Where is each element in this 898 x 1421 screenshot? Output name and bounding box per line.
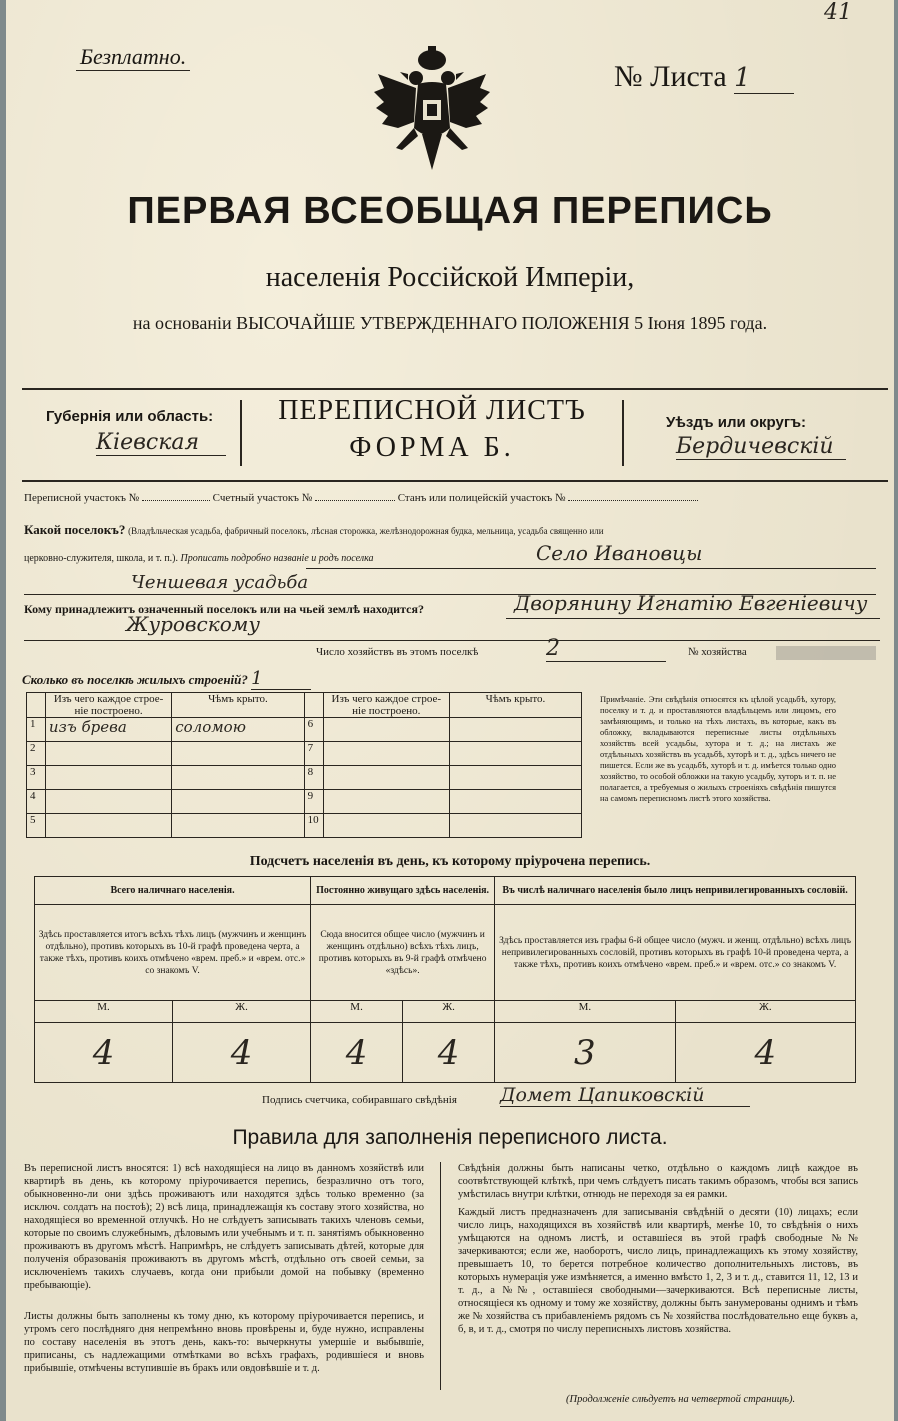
rules-column-divider (440, 1162, 441, 1390)
continued-note: (Продолженіе слѣдуетъ на четвертой страницѣ). (566, 1394, 796, 1405)
buildings-note: Примѣчаніе. Эти свѣдѣнія относятся къ цѣлой усадьбѣ, хутору, поселку и т. д. и проставляются владѣльцемъ или лицомъ, его замѣняющимъ, и только на тѣхъ листахъ, въ которые, какъ въ обложку, вкладываются переписные листы отдѣльныхъ хозяйствъ всей усадьбы, хутора и т. д.; на листахъ же отдѣльныхъ хозяйствъ въ усадьбѣ, хуторѣ и т. д., здѣсь ничего не пишется. Если же въ усадьбѣ, хуторѣ и т. д. имѣется только одно хозяйство, то особой обложки на такую усадьбу, хуторъ и т. п. не полагается, а требуемыя о жилыхъ строеніяхъ свѣдѣнія пишутся на самомъ переписномъ листѣ этого хозяйства. (600, 694, 836, 803)
corner-page-number: 41 (824, 0, 852, 25)
poselok-label: Какой поселокъ? (24, 522, 126, 537)
form-box-divider-right (622, 400, 624, 466)
rules-left-para-1: Въ переписной листъ вносятся: 1) всѣ находящіеся на лицо въ данномъ хозяйствѣ или квартирѣ въ день, къ которому пріурочивается перепись, безразлично отъ того, обыкновенно-ли они здѣсь проживаютъ или находятся здѣсь только временно (за исключ. солдатъ на постоѣ); 2) всѣ лица, принадлежащія къ составу этого хозяйства, но находящіеся во временной отлучкѣ. Но не слѣдуетъ записывать такихъ членовъ семьи, которые по своимъ служебнымъ, дѣловымъ или учебнымъ и т. п. занятіямъ обыкновенно проживаютъ въ другомъ мѣстѣ. Напримѣръ, не слѣдуетъ записывать дѣтей, которые для полученія образованія проживаютъ въ другомъ мѣстѣ, отдѣльно отъ своей семьи, за исключеніемъ такихъ случаевъ, когда они прибыли домой на побывку (временно пребывающіе). (24, 1163, 424, 1291)
table-row: 2 7 (27, 742, 582, 766)
owner-underline-1 (506, 618, 880, 619)
col1-header: Всего наличнаго населенія. (35, 877, 311, 905)
household-number-redacted (776, 646, 876, 660)
poselok-hint: (Владѣльческая усадьба, фабричный поселокъ, лѣсная сторожка, желѣзнодорожная будка, мельница, усадьба священно или (128, 526, 604, 536)
table-row: 3 8 (27, 766, 582, 790)
signature-label: Подпись счетчика, собиравшаго свѣдѣнія (262, 1094, 457, 1106)
owner-underline-2 (24, 640, 880, 641)
permanent-m: 4 (311, 1023, 403, 1083)
rules-title: Правила для заполненія переписного листа. (232, 1126, 668, 1149)
signature-value: Домет Цапиковскій (500, 1084, 750, 1107)
buildings-table (26, 692, 582, 838)
col2-zh-header: Ж. (403, 1001, 495, 1023)
poselok-value-1: Село Ивановцы (536, 541, 703, 565)
poselok-line (24, 522, 884, 538)
total-present-m: 4 (35, 1023, 173, 1083)
col1-description: Здѣсь проставляется итогъ всѣхъ тѣхъ лицъ (мужчинъ и женщинъ отдѣльно), противъ которыхъ въ 10-й графѣ проведена черта, а также тѣхъ, противъ коихъ отмѣчено «врем. преб.» и «врем. отс.» со знакомъ V. (35, 905, 311, 1001)
building-material-1: изъ брева (45, 718, 171, 742)
col-material-header: Изъ чего каждое строе-ніе построено. (45, 693, 171, 718)
table-row: 4 9 (27, 790, 582, 814)
nonprivileged-m: 3 (495, 1023, 675, 1083)
rules-right-para-1: Свѣдѣнія должны быть написаны четко, отдѣльно о каждомъ лицѣ каждое въ соотвѣтствующей клѣткѣ, при чемъ слѣдуетъ писать такимъ образомъ, чтобы вся запись умѣстилась внутри клѣтки, отнюдь не переходя за ея рамки. (458, 1163, 858, 1200)
basis-line: на основаніи ВЫСОЧАЙШЕ УТВЕРЖДЕННАГО ПОЛОЖЕНІЯ 5 Іюня 1895 года. (132, 313, 768, 333)
buildings-label: Сколько въ поселкѣ жилыхъ строеній? 1 (22, 668, 311, 690)
col1-zh-header: Ж. (173, 1001, 311, 1023)
col-material-header-2: Изъ чего каждое строе-ніе построено. (323, 693, 449, 718)
owner-label: Кому принадлежитъ означенный поселокъ или на чьей землѣ находится? (24, 602, 424, 616)
form-box-top-rule (22, 388, 888, 390)
col2-m-header: М. (311, 1001, 403, 1023)
col3-zh-header: Ж. (675, 1001, 855, 1023)
uezd-label: Уѣздъ или округъ: (666, 414, 807, 431)
schetny-label: Счетный участокъ № (212, 492, 313, 504)
rules-right-para-2: Каждый листъ предназначенъ для записыванія свѣдѣній о десяти (10) лицахъ; если число лицъ, находящихся въ хозяйствѣ или квартирѣ, менѣе 10, то свѣдѣнія о нихъ умѣщаются на одномъ листѣ, и оставшіеся въ этой графѣ свободные №№ зачеркиваются; если же, наоборотъ, число лицъ, принадлежащихъ къ этому хозяйству, превышаетъ 10, то берется потребное количество дополнительныхъ листовъ, въ которыхъ нумерація уже измѣняется, а именно вмѣсто 1, 2, 3 и т. д., ставится 11, 12, 13 и т. д., а №№, оставшіеся свободными—зачеркиваются. Всѣ переписные листы, относящіеся къ одному и тому же хозяйству, должны быть занумерованы однимъ и тѣмъ же № хозяйства съ прибавленіемъ рядомъ съ № хозяйства послѣдовательно еще буквъ а, б, в, и т. д., смотря по числу переписныхъ листовъ хозяйства. (458, 1207, 858, 1335)
households-label: Число хозяйствъ въ этомъ поселкѣ (316, 646, 479, 658)
col-roof-header-2: Чѣмъ крыто. (449, 693, 581, 718)
owner-value-2: Журовскому (126, 612, 260, 636)
form-box-bottom-rule (22, 480, 888, 482)
poselok-hint-2: церковно-служителя, школа, и т. п.). (24, 553, 178, 564)
col1-m-header: М. (35, 1001, 173, 1023)
col3-description: Здѣсь проставляется изъ графы 6-й общее число (мужч. и женщ. отдѣльно) всѣхъ лицъ непривилегированныхъ сословій, противъ которыхъ въ графѣ 10-й проведена черта, а также тѣхъ, противъ коихъ отмѣчено «врем. преб.» и «врем. отс.» со знакомъ V. (495, 905, 856, 1001)
subtitle: населенія Россійской Имперіи, (265, 262, 635, 293)
count-title: Подсчетъ населенія въ день, къ которому пріурочена перепись. (249, 854, 651, 869)
buildings-value: 1 (251, 668, 311, 690)
col3-m-header: М. (495, 1001, 675, 1023)
rules-left-para-2: Листы должны быть заполнены къ тому дню, къ которому пріурочивается перепись, и утромъ сего послѣдняго дня непремѣнно вновь провѣрены и, буде нужно, исправлены по составу населенія въ этотъ день, какъ-то: вычеркнуты умершіе и выбывшіе, приписаны, съ надлежащими отмѣтками во всѣхъ графахъ, родившіеся и вновь прибывшіе, отмѣчены вступившіе въ бракъ или овдовѣвшіе и т. д. (24, 1311, 424, 1374)
district-line (24, 492, 884, 504)
poselok-instruction: Прописать подробно названіе и родъ поселка (180, 553, 374, 564)
form-subtitle: ФОРМА Б. (349, 432, 515, 463)
form-title: ПЕРЕПИСНОЙ ЛИСТЪ (278, 395, 586, 426)
table-row: 5 10 (27, 814, 582, 838)
col-roof-header: Чѣмъ крыто. (172, 693, 304, 718)
owner-value-1: Дворянину Игнатію Евгеніевичу (514, 591, 868, 615)
permanent-zh: 4 (403, 1023, 495, 1083)
col3-header: Въ числѣ наличнаго населенія было лицъ непривилегированныхъ сословій. (495, 877, 856, 905)
sheet-number-value: 1 (734, 63, 794, 94)
household-number-label: № хозяйства (688, 646, 747, 658)
poselok-value-2: Ченшевая усадьба (131, 572, 309, 593)
stan-label: Станъ или полицейскій участокъ № (397, 492, 566, 504)
free-label: Безплатно. (76, 44, 190, 71)
gubernia-label: Губернія или область: (46, 408, 214, 425)
col2-description: Сюда вносится общее число (мужчинъ и женщинъ отдѣльно) всѣхъ тѣхъ лицъ, противъ которыхъ въ 9-й графѣ отмѣчено «здѣсь». (311, 905, 495, 1001)
gubernia-value: Кіевская (96, 430, 226, 456)
sheet-number-label: № Листа 1 (614, 60, 794, 94)
building-roof-1: соломою (172, 718, 304, 742)
main-title: ПЕРВАЯ ВСЕОБЩАЯ ПЕРЕПИСЬ (127, 190, 773, 232)
census-sheet (6, 0, 894, 1421)
poselok-line-2 (24, 553, 884, 564)
total-present-zh: 4 (173, 1023, 311, 1083)
poselok-underline-1 (306, 568, 876, 569)
imperial-eagle-emblem (370, 44, 494, 176)
nonprivileged-zh: 4 (675, 1023, 855, 1083)
col2-header: Постоянно живущаго здѣсь населенія. (311, 877, 495, 905)
uezd-value: Бердичевскій (676, 434, 846, 460)
population-count-table (34, 876, 856, 1083)
uchastok-label: Переписной участокъ № (24, 492, 140, 504)
table-row: 1 изъ брева соломою 6 (27, 718, 582, 742)
households-value: 2 (546, 636, 666, 662)
